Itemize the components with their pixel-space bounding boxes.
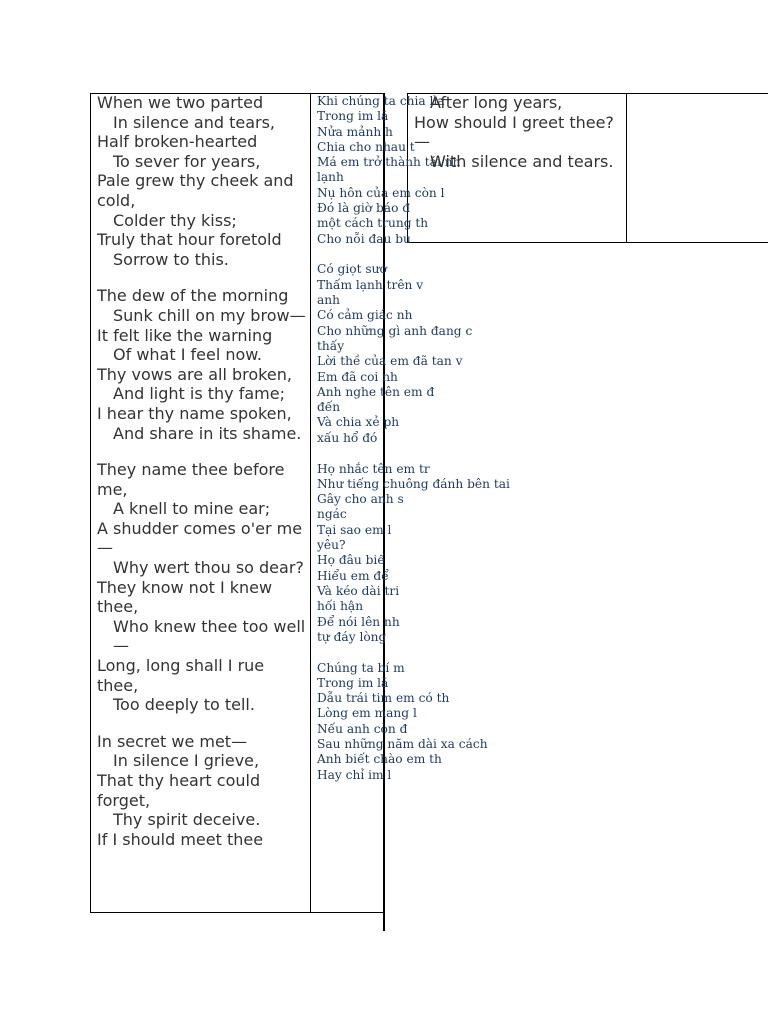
poem-line: The dew of the morning xyxy=(97,286,289,306)
translation-line: Nụ hôn của em còn l xyxy=(317,185,445,200)
translation-line: Gây cho anh s xyxy=(317,492,404,507)
poem-line: A knell to mine ear; xyxy=(113,499,271,519)
poem-vietnamese xyxy=(317,94,522,783)
translation-line: anh xyxy=(317,293,340,308)
poem-line: To sever for years, xyxy=(113,151,261,171)
translation-line: Trong im lặ xyxy=(317,109,389,124)
poem-line: Thy spirit deceive. xyxy=(113,810,261,830)
stanza-gap xyxy=(97,715,307,732)
translation-line: Sau những năm dài xa cách xyxy=(317,737,488,752)
translation-line: Nửa mảnh h xyxy=(317,124,393,139)
stanza-gap xyxy=(317,247,522,263)
translation-line: Hay chỉ im l xyxy=(317,767,392,782)
poem-line: Sorrow to this. xyxy=(113,249,229,269)
translation-line: Và kéo dài tri xyxy=(317,583,400,598)
translation-line: Khi chúng ta chia lìa xyxy=(317,94,445,108)
translation-line: tự đáy lòng xyxy=(317,629,387,644)
translation-line: Má em trở thành tái nh xyxy=(317,155,461,170)
stanza-gap xyxy=(317,446,522,462)
poem-line: After long years, xyxy=(430,93,563,112)
translation-line: lạnh xyxy=(317,170,344,185)
right-column-divider xyxy=(626,93,627,243)
translation-line: Để nói lên nh xyxy=(317,614,400,629)
poem-line: Why wert thou so dear? xyxy=(113,558,304,578)
translation-line: Họ đâu biế xyxy=(317,553,385,568)
translation-line: Hiểu em để xyxy=(317,568,389,583)
poem-line: They name thee before me, xyxy=(97,460,285,499)
poem-line: If I should meet thee xyxy=(97,829,264,849)
poem-line: In secret we met— xyxy=(97,731,248,751)
poem-line: Who knew thee too well— xyxy=(113,616,306,656)
translation-line: Cho những gì anh đang c xyxy=(317,323,473,338)
translation-line: Lời thề của em đã tan v xyxy=(317,354,463,369)
poem-line: In silence I grieve, xyxy=(113,751,260,771)
translation-line: Anh biết chào em th xyxy=(317,752,442,767)
translation-line: đến xyxy=(317,400,341,415)
poem-line: Thy vows are all broken, xyxy=(97,364,292,384)
poem-line: Too deeply to tell. xyxy=(113,695,255,715)
poem-line: Sunk chill on my brow— xyxy=(113,305,306,325)
poem-line: Of what I feel now. xyxy=(113,345,262,365)
translation-line: Có cảm giác nh xyxy=(317,308,413,323)
translation-line: hối hận xyxy=(317,599,364,614)
translation-line: Trong im lặ xyxy=(317,675,389,690)
translation-line: Chúng ta bí m xyxy=(317,660,405,675)
poem-line: Long, long shall I rue thee, xyxy=(97,656,265,695)
poem-line: I hear thy name spoken, xyxy=(97,403,292,423)
poem-continuation xyxy=(414,93,624,171)
translation-line: Có giọt sươ xyxy=(317,262,387,277)
translation-line: Cho nỗi đau bu xyxy=(317,231,411,246)
translation-line: yêu? xyxy=(317,538,346,553)
stanza-gap xyxy=(97,443,307,460)
poem-line: Half broken-hearted xyxy=(97,132,258,152)
translation-line: Anh nghe tên em đ xyxy=(317,384,435,399)
poem-line: It felt like the warning xyxy=(97,325,273,345)
poem-line: And light is thy fame; xyxy=(113,384,285,404)
translation-line: Họ nhắc tên em tr xyxy=(317,461,430,476)
column-divider xyxy=(310,93,311,913)
stanza-gap xyxy=(97,269,307,286)
translation-line: Nếu anh còn đ xyxy=(317,721,408,736)
translation-line: Và chia xẻ ph xyxy=(317,415,400,430)
stanza-gap xyxy=(317,645,522,661)
poem-line: Pale grew thy cheek and cold, xyxy=(97,171,294,210)
poem-line: Colder thy kiss; xyxy=(113,210,237,230)
translation-line: Em đã coi nh xyxy=(317,369,398,384)
translation-line: Chia cho nhau t xyxy=(317,139,415,154)
poem-line: Truly that hour foretold xyxy=(97,230,282,250)
translation-line: xấu hổ đó xyxy=(317,430,378,445)
poem-line: That thy heart could forget, xyxy=(97,771,261,810)
translation-line: Đó là giờ báo đ xyxy=(317,201,411,216)
translation-line: một cách trung th xyxy=(317,216,429,231)
translation-line: Lòng em mang l xyxy=(317,706,417,721)
translation-line: ngác xyxy=(317,507,347,522)
poem-line: In silence and tears, xyxy=(113,112,275,132)
poem-line: A shudder comes o'er me— xyxy=(97,518,303,558)
poem-line: They know not I knew thee, xyxy=(97,577,273,617)
poem-line: With silence and tears. xyxy=(430,151,614,171)
poem-english xyxy=(97,93,307,849)
translation-line: Dẫu trái tim em có th xyxy=(317,691,450,706)
poem-line: When we two parted xyxy=(97,93,264,112)
translation-line: Thấm lạnh trên v xyxy=(317,277,424,292)
poem-line: How should I greet thee? — xyxy=(414,112,614,152)
poem-line: And share in its shame. xyxy=(113,423,302,443)
translation-line: Tại sao em l xyxy=(317,522,392,537)
translation-line: thấy xyxy=(317,338,345,353)
translation-line: Như tiếng chuông đánh bên tai xyxy=(317,476,510,491)
